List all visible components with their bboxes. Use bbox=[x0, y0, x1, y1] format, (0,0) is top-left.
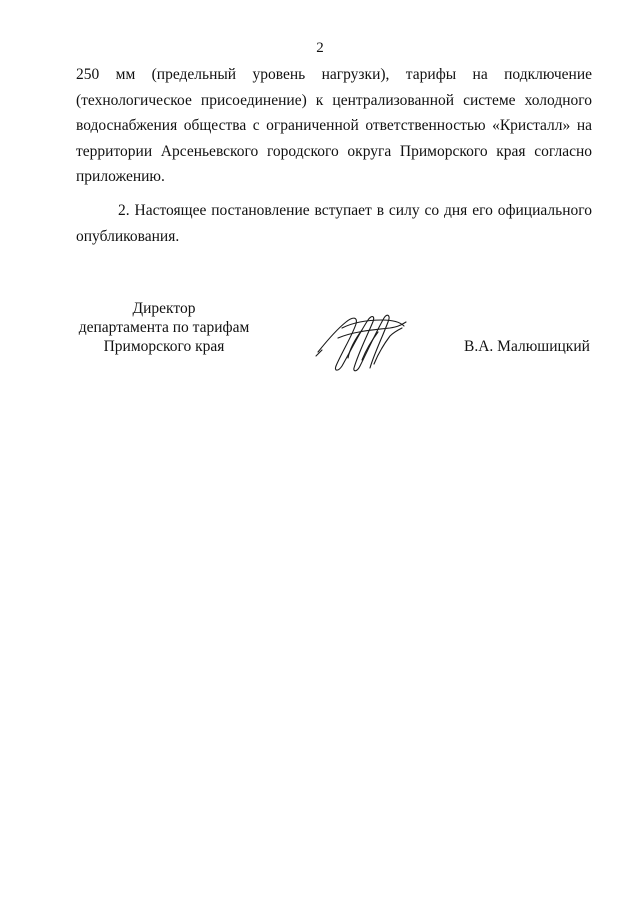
signatory-title-line-2: департамента по тарифам bbox=[78, 319, 250, 336]
body-paragraph-2: 2. Настоящее постановление вступает в силу со дня его официального опубликования. bbox=[76, 202, 592, 245]
signatory-name: В.А. Малюшицкий bbox=[464, 338, 590, 355]
body-paragraph-1: 250 мм (предельный уровень нагрузки), тарифы на подключение (технологическое присоединение) к централизованной системе холодного водоснабжения общества с ограниченной ответственностью «Кристалл» на территории Арсеньевского городского округа Приморского края согласно приложению. bbox=[76, 66, 592, 185]
signatory-title bbox=[74, 299, 254, 356]
page-number: 2 bbox=[316, 40, 324, 56]
signatory-title-line-1: Директор bbox=[132, 300, 196, 317]
signatory-title-line-3: Приморского края bbox=[103, 338, 225, 355]
handwritten-signature bbox=[312, 308, 412, 378]
